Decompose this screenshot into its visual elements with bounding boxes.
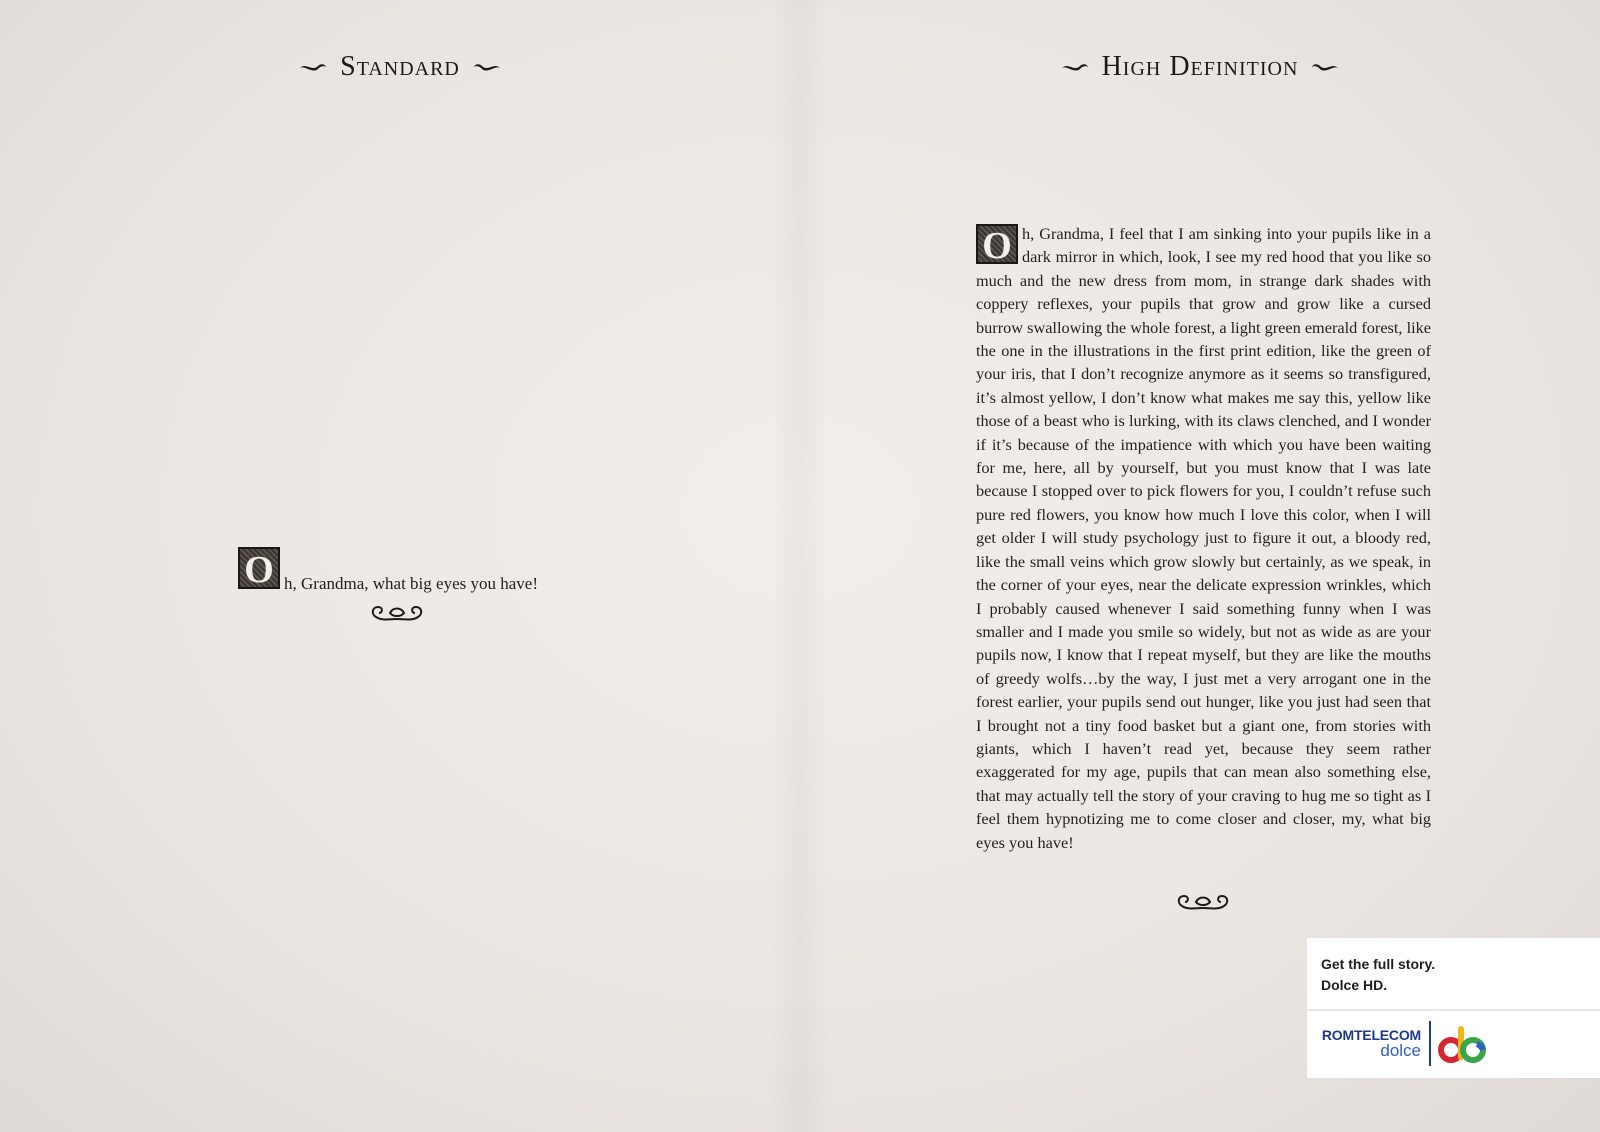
brand-separator: [1429, 1021, 1431, 1066]
hd-story-text: h, Grandma, I feel that I am sinking into your pupils like in a dark mirror in which, look, I see my red hood that you like so much and the new dress from mom, in strange dark shades with coppery reflexes, your pupils that grow and grow like a cursed burrow swallowing the whole forest, a light green emerald forest, like the one in the illustrations in the first print edition, like the green of your iris, that I don’t recognize anymore as it seems so transfigured, it’s almost yellow, I don’t know what makes me say this, yellow like those of a beast who is lurking, with its claws clenched, and I wonder if it’s because of the impatience with which you have been waiting for me, here, all by yourself, but you must know that I was late because I stopped over to pick flowers for you, I couldn’t refuse such pure red flowers, you know how much I love this color, when I will get older I will study psychology just to figure it out, a bloody red, like the small veins which grow slowly but certainly, as we speak, in the corner of your eyes, near the delicate expression wrinkles, which I probably caused whenever I said something funny when I was smaller and I made you smile so widely, but not as wide as are your pupils now, I know that I repeat myself, but they are like the mouths of greedy wolfs…by the way, I just met a very arrogant one in the forest earlier, your pupils send out hunger, like you just had seen that I brought not a tiny food basket but a giant one, from stories with giants, which I haven’t read yet, because they seem rather exaggerated for my age, pupils that can mean also something else, that may actually tell the story of your craving to hug me so tight as I feel them hypnotizing me to come closer and closer, my, what big eyes you have!: [976, 224, 1431, 852]
drop-cap: O: [976, 224, 1018, 264]
end-flourish-icon: [368, 601, 426, 625]
dolce-logo-icon: [1437, 1022, 1487, 1067]
ad-tagline-line-1: Get the full story.: [1321, 956, 1436, 972]
standard-story: [238, 547, 578, 593]
standard-heading: [240, 50, 560, 84]
hd-heading-text: High Definition: [1101, 51, 1299, 82]
ad-divider: [1307, 1009, 1600, 1011]
ad-tagline: [1321, 954, 1435, 996]
standard-story-text: h, Grandma, what big eyes you have!: [284, 574, 538, 593]
right-flourish-icon: [1310, 60, 1340, 74]
left-flourish-icon: [298, 60, 328, 74]
brand-name: ROMTELECOM: [1321, 1027, 1421, 1043]
standard-heading-text: Standard: [340, 51, 460, 82]
right-flourish-icon: [472, 60, 502, 74]
brand-sub: dolce: [1380, 1041, 1421, 1060]
drop-cap: O: [238, 547, 280, 589]
end-flourish-icon: [1174, 890, 1232, 914]
brand-wordmark: [1321, 1027, 1421, 1058]
ad-tagline-line-2: Dolce HD.: [1321, 977, 1388, 993]
page-spine-shadow: [770, 0, 830, 1132]
hd-heading: [1000, 50, 1400, 84]
hd-story: [976, 222, 1431, 854]
ad-box: [1307, 938, 1600, 1078]
left-flourish-icon: [1060, 60, 1090, 74]
